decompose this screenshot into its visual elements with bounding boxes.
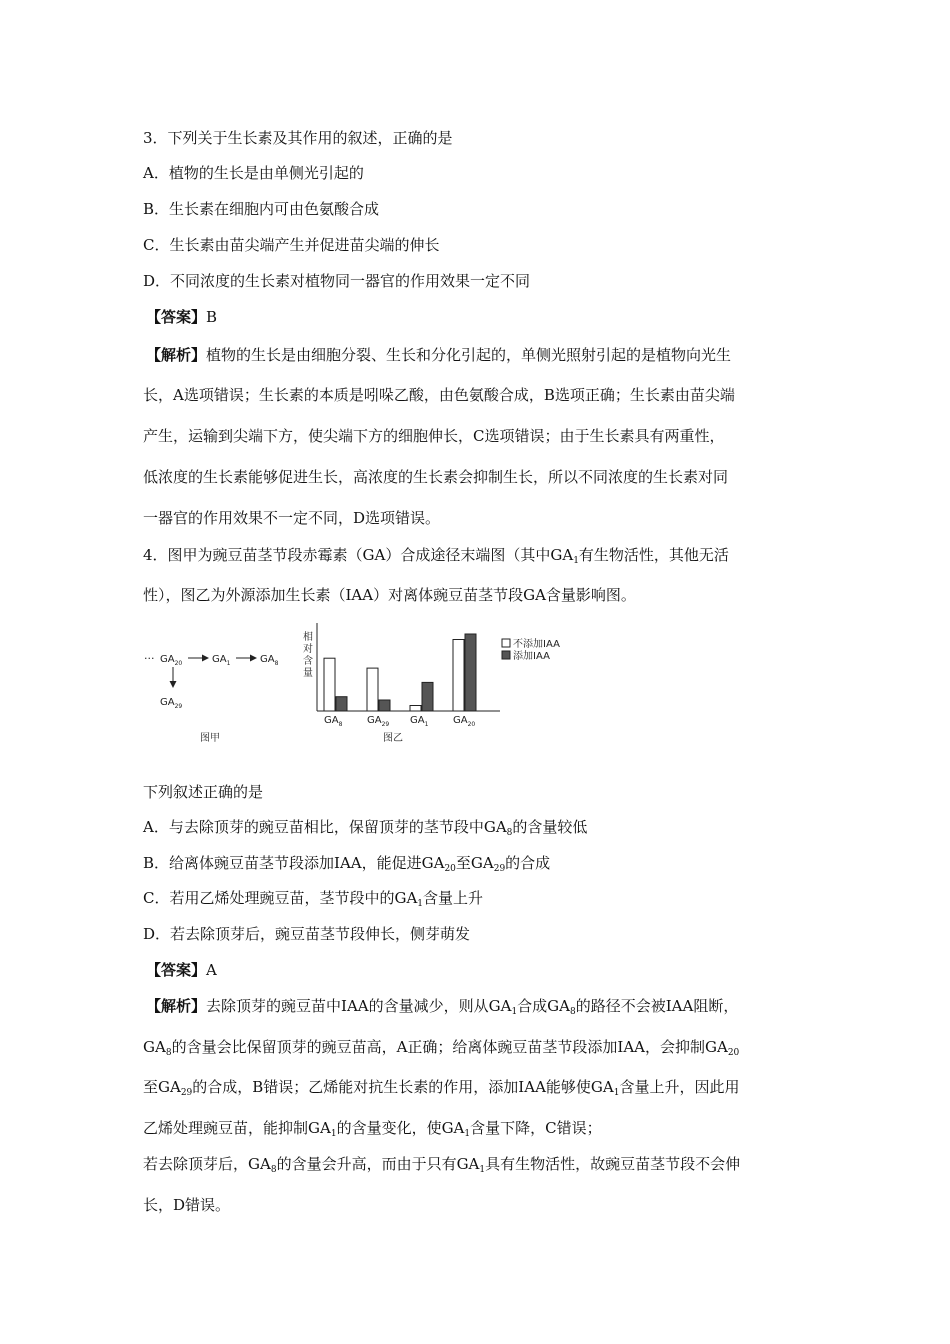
figure-jia-caption: 图甲 bbox=[200, 733, 220, 744]
subscript: 1 bbox=[330, 1129, 337, 1139]
legend-swatch bbox=[502, 639, 510, 647]
q4-analysis-line-1 bbox=[146, 996, 738, 1016]
stem-text: 有生物活性，其他无活 bbox=[578, 546, 729, 564]
ga1-node bbox=[212, 654, 231, 667]
answer-value: A bbox=[206, 961, 217, 979]
analysis-text: 的含量变化，使GA bbox=[336, 1119, 465, 1137]
y-label-char: 相 bbox=[303, 632, 313, 643]
answer-value: B bbox=[206, 308, 218, 326]
subscript: 8 bbox=[506, 828, 513, 838]
ga8-node bbox=[260, 654, 279, 667]
subscript: 20 bbox=[727, 1048, 740, 1058]
q4-analysis-line-4 bbox=[143, 1118, 602, 1138]
analysis-text: 乙烯处理豌豆苗，能抑制GA bbox=[143, 1119, 331, 1137]
analysis-text: 若去除顶芽后，GA bbox=[143, 1155, 271, 1173]
option-text: A．与去除顶芽的豌豆苗相比，保留顶芽的茎节段中GA bbox=[143, 818, 507, 836]
subscript: 1 bbox=[613, 1088, 620, 1098]
option-text: 至GA bbox=[455, 854, 494, 872]
analysis-text: 植物的生长是由细胞分裂、生长和分化引起的，单侧光照射引起的是植物向光生 bbox=[206, 346, 732, 364]
analysis-text: 的合成，B错误；乙烯能对抗生长素的作用，添加IAA能够使GA bbox=[192, 1078, 614, 1096]
x-tick-label: $GA_8$ bbox=[324, 715, 343, 728]
figure-jia-pathway bbox=[144, 652, 279, 744]
q3-analysis-line-2: 长，A选项错误；生长素的本质是吲哚乙酸，由色氨酸合成，B选项正确；生长素由苗尖端 bbox=[143, 386, 735, 404]
subscript: 29 bbox=[493, 864, 506, 874]
analysis-text: 的含量会比保留顶芽的豌豆苗高，A正确；给离体豌豆苗茎节段添加IAA，会抑制GA bbox=[171, 1038, 728, 1056]
subscript: 29 bbox=[180, 1088, 193, 1098]
bar-no-iaa bbox=[324, 658, 335, 711]
option-text: 的含量较低 bbox=[512, 818, 588, 836]
subscript: 8 bbox=[165, 1048, 172, 1058]
q4-stem-line-1 bbox=[143, 545, 729, 565]
q4-option-a bbox=[143, 817, 587, 837]
q4-analysis-line-3 bbox=[143, 1077, 739, 1097]
dots-label: ··· bbox=[144, 652, 155, 665]
ga-sub: 8 bbox=[274, 660, 279, 667]
q3-analysis-line-4: 低浓度的生长素能够促进生长，高浓度的生长素会抑制生长，所以不同浓度的生长素对同 bbox=[143, 468, 729, 486]
q3-stem: 3．下列关于生长素及其作用的叙述，正确的是 bbox=[143, 129, 453, 147]
subscript: 1 bbox=[573, 556, 579, 566]
q3-analysis-line-5: 一器官的作用效果不一定不同，D选项错误。 bbox=[143, 509, 441, 527]
y-axis-label bbox=[303, 630, 313, 679]
option-text: B．给离体豌豆苗茎节段添加IAA，能促进GA bbox=[143, 854, 445, 872]
analysis-text: 合成GA bbox=[517, 997, 570, 1015]
subscript: 8 bbox=[570, 1007, 576, 1017]
q3-option-d: D．不同浓度的生长素对植物同一器官的作用效果一定不同 bbox=[143, 272, 531, 290]
ga-text: GA bbox=[160, 654, 175, 665]
bar-with-iaa bbox=[465, 634, 476, 711]
figure-yi-chart bbox=[303, 623, 560, 744]
analysis-text: 去除顶芽的豌豆苗中IAA的含量减少，则从GA bbox=[206, 997, 512, 1015]
x-tick-label: $GA_{20}$ bbox=[453, 715, 476, 728]
option-text: 含量上升 bbox=[423, 889, 484, 907]
x-tick-label: $GA_1$ bbox=[410, 715, 429, 728]
subscript: 1 bbox=[511, 1007, 518, 1017]
q3-option-c: C．生长素由苗尖端产生并促进苗尖端的伸长 bbox=[143, 236, 440, 254]
option-text: C．若用乙烯处理豌豆苗，茎节段中的GA bbox=[143, 889, 418, 907]
q4-figure bbox=[140, 615, 610, 750]
subscript: 8 bbox=[270, 1165, 277, 1175]
x-tick-label: $GA_{29}$ bbox=[367, 715, 390, 728]
ga-text: GA bbox=[260, 654, 275, 665]
bar-no-iaa bbox=[367, 668, 378, 711]
subscript: 20 bbox=[444, 864, 456, 874]
q4-option-b bbox=[143, 853, 550, 873]
ga-sub: 20 bbox=[174, 660, 183, 667]
ga-sub: 1 bbox=[226, 660, 231, 667]
q4-stem-line-2: 性），图乙为外源添加生长素（IAA）对离体豌豆苗茎节段GA含量影响图。 bbox=[143, 586, 636, 604]
y-label-char: 含 bbox=[303, 656, 313, 667]
legend-label: 不添加IAA bbox=[513, 639, 560, 650]
q3-option-b: B．生长素在细胞内可由色氨酸合成 bbox=[143, 200, 380, 218]
analysis-text: 含量上升，因此用 bbox=[619, 1078, 740, 1096]
stem-text: 4．图甲为豌豆苗茎节段赤霉素（GA）合成途径末端图（其中GA bbox=[143, 546, 574, 564]
subscript: 1 bbox=[479, 1165, 486, 1175]
analysis-text: 至GA bbox=[143, 1078, 181, 1096]
subscript: 1 bbox=[417, 899, 424, 909]
answer-label: 【答案】 bbox=[146, 308, 207, 326]
q4-answer bbox=[146, 960, 217, 980]
bar-with-iaa bbox=[379, 700, 390, 711]
y-label-char: 量 bbox=[303, 668, 313, 679]
option-text: 的合成 bbox=[505, 854, 551, 872]
bar-no-iaa bbox=[453, 640, 464, 712]
y-label-char: 对 bbox=[303, 644, 313, 655]
analysis-text: GA bbox=[143, 1038, 166, 1056]
analysis-text: 含量下降，C错误； bbox=[470, 1119, 602, 1137]
analysis-text: 具有生物活性，故豌豆苗茎节段不会伸 bbox=[485, 1155, 741, 1173]
bar-with-iaa bbox=[422, 682, 433, 711]
ga-text: GA bbox=[160, 697, 175, 708]
q4-option-c bbox=[143, 888, 483, 908]
subscript: 1 bbox=[464, 1129, 471, 1139]
q4-analysis-line-6: 长，D错误。 bbox=[143, 1196, 231, 1214]
figure-yi-caption: 图乙 bbox=[383, 733, 403, 744]
q3-analysis-line-3: 产生，运输到尖端下方，使尖端下方的细胞伸长，C选项错误；由于生长素具有两重性， bbox=[143, 427, 725, 445]
analysis-label: 【解析】 bbox=[146, 346, 207, 364]
ga20-node bbox=[160, 654, 182, 667]
q4-analysis-line-2 bbox=[143, 1037, 739, 1057]
legend-swatch bbox=[502, 651, 510, 659]
q4-option-d: D．若去除顶芽后，豌豆苗茎节段伸长，侧芽萌发 bbox=[143, 925, 471, 943]
bar-no-iaa bbox=[410, 706, 421, 712]
q3-analysis-line-1 bbox=[146, 345, 731, 365]
q3-option-a: A．植物的生长是由单侧光引起的 bbox=[143, 164, 364, 182]
answer-label: 【答案】 bbox=[146, 961, 207, 979]
q3-answer bbox=[146, 307, 217, 327]
bar-with-iaa bbox=[336, 697, 347, 711]
ga-text: GA bbox=[212, 654, 227, 665]
ga-sub: 29 bbox=[174, 703, 183, 710]
ga29-node bbox=[160, 697, 182, 710]
analysis-text: 的路径不会被IAA阻断， bbox=[575, 997, 739, 1015]
analysis-label: 【解析】 bbox=[146, 997, 207, 1015]
analysis-text: 的含量会升高，而由于只有GA bbox=[276, 1155, 480, 1173]
q4-analysis-line-5 bbox=[143, 1154, 740, 1174]
q4-follow: 下列叙述正确的是 bbox=[143, 783, 264, 801]
legend-label: 添加IAA bbox=[513, 651, 550, 662]
